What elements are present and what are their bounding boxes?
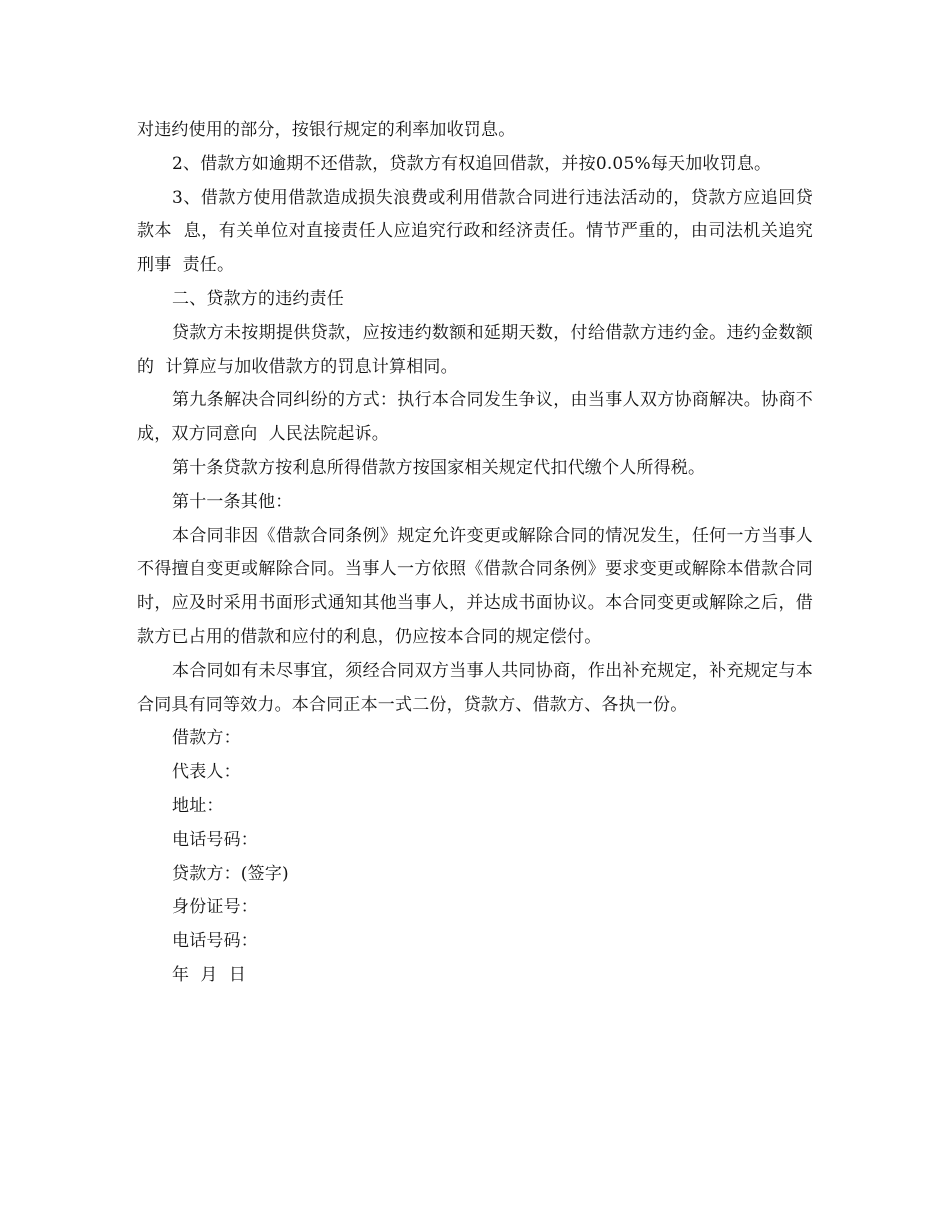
paragraph-overdue-penalty: 2、借款方如逾期不还借款，贷款方有权追回借款，并按0.05%每天加收罚息。 (172, 153, 772, 174)
signature-field-id-number: 身份证号： (172, 897, 258, 918)
contract-body (137, 114, 813, 993)
paragraph-illegal-use: 3、借款方使用借款造成损失浪费或利用借款合同进行违法活动的，贷款方应追回贷款本 息，有关单位对直接责任人应追究行政和经济责任。情节严重的，由司法机关追究刑事 责任。 (137, 187, 813, 276)
signature-field-phone: 电话号码： (172, 829, 258, 850)
section-heading-lender-liability: 二、贷款方的违约责任 (172, 288, 344, 309)
paragraph-supplementary: 本合同如有未尽事宜，须经合同双方当事人共同协商，作出补充规定，补充规定与本合同具有同等效力。本合同正本一式二份，贷款方、借款方、各执一份。 (137, 660, 813, 715)
signature-field-date: 年 月 日 (172, 964, 247, 985)
paragraph-lender-liability: 贷款方未按期提供贷款，应按违约数额和延期天数，付给借款方违约金。违约金数额的 计算应与加收借款方的罚息计算相同。 (137, 322, 813, 377)
signature-field-lender: 贷款方：(签字) (172, 863, 289, 884)
signature-field-address: 地址： (172, 795, 224, 816)
paragraph-contract-modification: 本合同非因《借款合同条例》规定允许变更或解除合同的情况发生，任何一方当事人不得擅自变更或解除合同。当事人一方依照《借款合同条例》要求变更或解除本借款合同时，应及时采用书面形式通知其他当事人，并达成书面协议。本合同变更或解除之后，借款方已占用的借款和应付的利息，仍应按本合同的规定偿付。 (137, 525, 813, 647)
paragraph-article-9: 第九条解决合同纠纷的方式：执行本合同发生争议，由当事人双方协商解决。协商不成，双方同意向 人民法院起诉。 (137, 390, 813, 445)
signature-field-representative: 代表人： (172, 762, 241, 783)
paragraph-penalty-misuse: 对违约使用的部分，按银行规定的利率加收罚息。 (137, 120, 516, 140)
signature-field-phone-2: 电话号码： (172, 931, 258, 952)
signature-field-borrower: 借款方： (172, 728, 241, 749)
paragraph-article-11: 第十一条其他： (172, 491, 293, 512)
paragraph-article-10: 第十条贷款方按利息所得借款方按国家相关规定代扣代缴个人所得税。 (172, 457, 706, 478)
